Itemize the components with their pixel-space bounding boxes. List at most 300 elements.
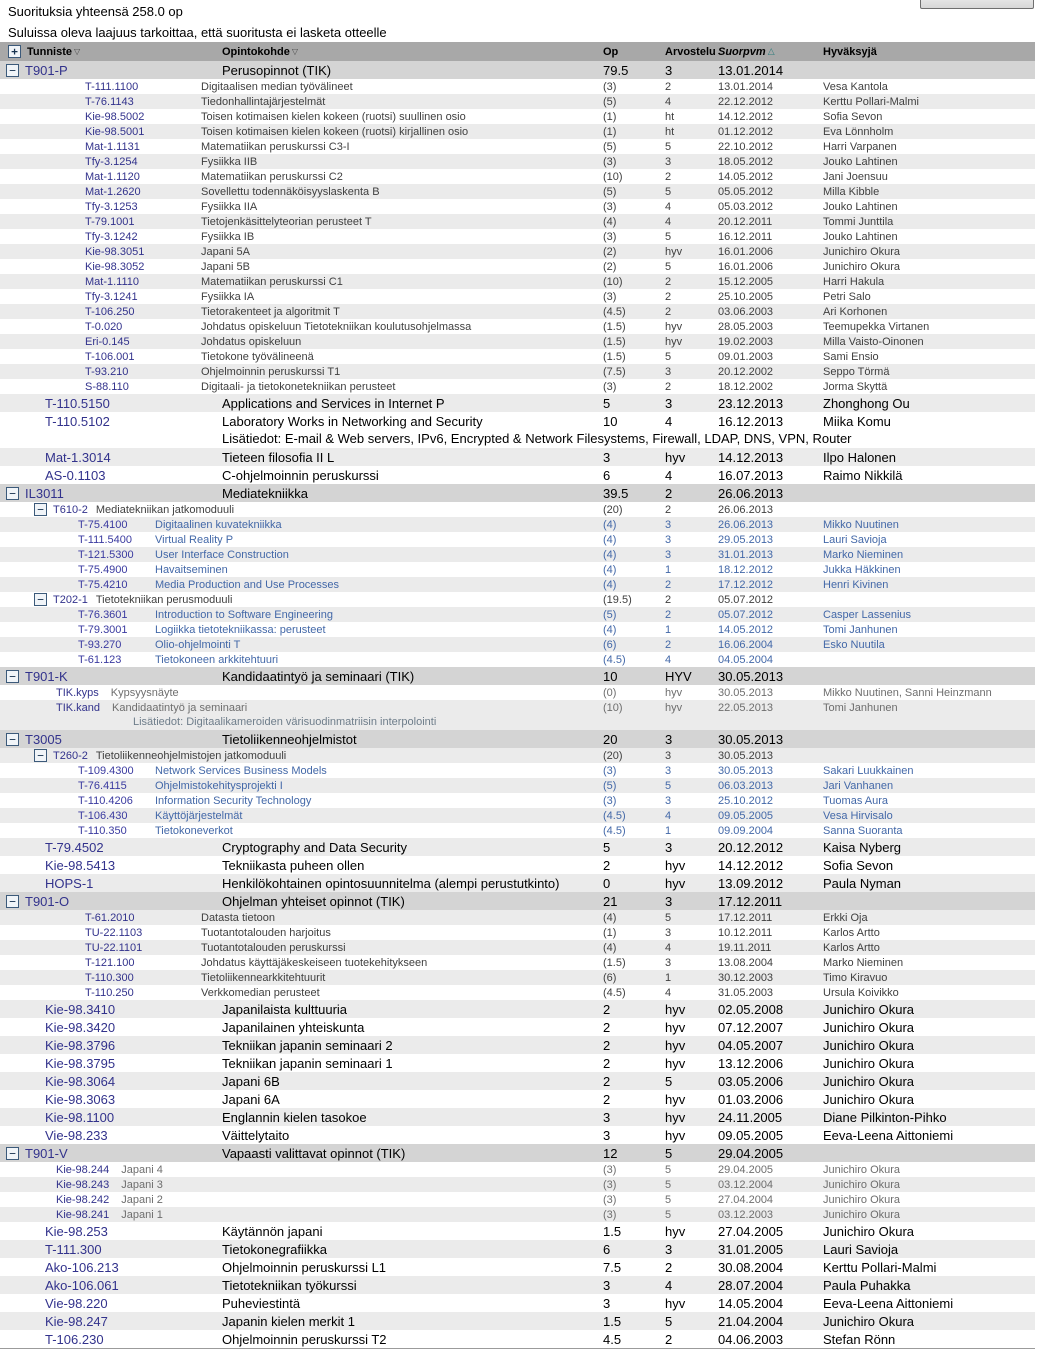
course-code-link[interactable]: T-106.001 <box>85 350 135 363</box>
completion-date: 28.07.2004 <box>718 1277 784 1293</box>
op-credits: (5) <box>603 779 617 792</box>
table-row <box>0 700 1035 715</box>
approver: Junichiro Okura <box>823 260 901 273</box>
approver: Junichiro Okura <box>823 245 901 258</box>
course-code-link[interactable]: Kie-98.243 <box>56 1178 110 1191</box>
course-code-link[interactable]: Kie-98.3063 <box>45 1091 116 1107</box>
course-code-link[interactable]: T610-2 <box>53 503 88 516</box>
column-header-suorpvm[interactable]: Suorpvm △ <box>718 45 775 58</box>
course-title: Japani 5B <box>201 260 250 273</box>
course-title: Digitaalisen median työvälineet <box>201 80 353 93</box>
course-code-link[interactable]: T901-V <box>25 1145 68 1161</box>
course-title: Johdatus opiskeluun <box>201 335 302 348</box>
op-credits: (3) <box>603 200 617 213</box>
course-title: Käyttöjärjestelmät <box>155 809 243 822</box>
course-title: Tietorakenteet ja algoritmit T <box>201 305 340 318</box>
op-credits: 1.5 <box>603 1223 622 1239</box>
table-row <box>0 274 1035 289</box>
identifier-cell <box>0 1278 603 1293</box>
table-row <box>0 502 1035 517</box>
course-code-slot <box>25 1146 222 1161</box>
op-credits: 6 <box>603 1241 611 1257</box>
completion-date: 05.05.2012 <box>718 185 774 198</box>
approver: Teemupekka Virtanen <box>823 320 930 333</box>
completion-date: 31.05.2003 <box>718 986 774 999</box>
course-code-link[interactable]: Mat-1.3014 <box>45 449 111 465</box>
identifier-cell <box>0 858 603 873</box>
course-code-link[interactable]: Kie-98.3051 <box>85 245 145 258</box>
column-header-op[interactable]: Op <box>603 45 619 58</box>
identifier-cell <box>0 780 603 792</box>
course-title: Käytännön japani <box>222 1223 323 1239</box>
approver: Vesa Hirvisalo <box>823 809 893 822</box>
grade: hyv <box>665 449 686 465</box>
expand-all-icon[interactable]: + <box>8 45 21 58</box>
course-code-link[interactable]: S-88.110 <box>85 380 129 393</box>
op-credits: (3) <box>603 155 617 168</box>
course-code-link[interactable]: Tfy-3.1254 <box>85 155 138 168</box>
course-code-link[interactable]: T901-K <box>25 668 68 684</box>
op-credits: 3 <box>603 449 611 465</box>
approver: Tomi Janhunen <box>823 623 898 636</box>
approver: Junichiro Okura <box>823 1037 915 1053</box>
collapse-icon[interactable]: − <box>34 503 47 516</box>
course-code-link[interactable]: Vie-98.220 <box>45 1295 108 1311</box>
table-row <box>0 955 1035 970</box>
op-credits: 4.5 <box>603 1331 622 1347</box>
table-row <box>0 940 1035 955</box>
grade: 5 <box>665 1073 673 1089</box>
op-credits: 0 <box>603 875 611 891</box>
course-code-link[interactable]: T-106.430 <box>78 809 128 822</box>
course-code-slot <box>85 156 201 168</box>
collapse-icon[interactable]: − <box>6 895 19 908</box>
completion-date: 18.05.2012 <box>718 155 774 168</box>
identifier-cell <box>0 468 603 483</box>
course-code-link[interactable]: Ako-106.061 <box>45 1277 119 1293</box>
sort-ascending-icon[interactable]: △ <box>767 46 775 56</box>
course-code-link[interactable]: T-76.4115 <box>78 779 127 792</box>
op-credits: (1.5) <box>603 956 626 969</box>
course-code-link[interactable]: Mat-1.1120 <box>85 170 140 183</box>
identifier-cell <box>0 414 603 429</box>
completion-date: 24.11.2005 <box>718 1109 783 1125</box>
identifier-cell <box>0 593 603 606</box>
approver: Junichiro Okura <box>823 1055 915 1071</box>
grade: 3 <box>665 62 673 78</box>
op-credits: (1) <box>603 926 617 939</box>
course-code-link[interactable]: Kie-98.3796 <box>45 1037 116 1053</box>
identifier-cell <box>0 702 603 714</box>
course-title: Henkilökohtainen opintosuunnitelma (alempi perustutkinto) <box>222 875 560 891</box>
identifier-cell <box>0 306 603 318</box>
op-credits: (10) <box>603 701 623 714</box>
grade: 3 <box>665 395 673 411</box>
course-code-link[interactable]: AS-0.1103 <box>45 467 106 483</box>
course-title: Ohjelmoinnin peruskurssi T2 <box>222 1331 387 1347</box>
collapse-icon[interactable]: − <box>34 593 47 606</box>
course-code-link[interactable]: TIK.kand <box>56 701 101 714</box>
course-code-link[interactable]: Kie-98.242 <box>56 1193 110 1206</box>
grade: 5 <box>665 1313 673 1329</box>
table-row <box>0 1054 1035 1072</box>
completion-date: 20.12.2011 <box>718 215 773 228</box>
collapse-icon[interactable]: − <box>34 749 47 762</box>
collapse-icon[interactable]: − <box>6 64 19 77</box>
course-code-link[interactable]: T-75.4210 <box>78 578 128 591</box>
course-code-link[interactable]: T-111.300 <box>45 1241 102 1257</box>
table-row <box>0 1330 1035 1348</box>
approver: Harri Hakula <box>823 275 885 288</box>
op-credits: (1.5) <box>603 350 626 363</box>
course-title: Havaitseminen <box>155 563 228 576</box>
course-code-link[interactable]: Kie-98.1100 <box>45 1109 115 1125</box>
op-credits: (4.5) <box>603 986 626 999</box>
course-code-link[interactable]: Kie-98.244 <box>56 1163 110 1176</box>
course-code-link[interactable]: Mat-1.1131 <box>85 140 140 153</box>
course-code-link[interactable]: T-110.250 <box>85 986 134 999</box>
grade: hyv <box>665 686 683 699</box>
course-code-link[interactable]: T-93.270 <box>78 638 122 651</box>
course-code-slot <box>45 1092 222 1107</box>
course-code-link[interactable]: T-109.4300 <box>78 764 134 777</box>
op-credits: (5) <box>603 140 617 153</box>
table-row <box>0 1144 1035 1162</box>
course-code-link[interactable]: T-110.4206 <box>78 794 133 807</box>
course-code-link[interactable]: TIK.kyps <box>56 686 99 699</box>
course-code-link[interactable]: Kie-98.3420 <box>45 1019 116 1035</box>
clipped-button[interactable] <box>920 0 1034 9</box>
course-title: Tuotantotalouden harjoitus <box>201 926 331 939</box>
identifier-cell <box>0 687 603 699</box>
identifier-cell <box>0 1164 603 1176</box>
grade: hyv <box>665 245 683 258</box>
course-code-link[interactable]: TU-22.1103 <box>85 926 143 939</box>
identifier-cell <box>0 639 603 651</box>
course-code-link[interactable]: Kie-98.247 <box>45 1313 108 1329</box>
op-credits: (0) <box>603 686 617 699</box>
course-code-link[interactable]: Kie-98.5001 <box>85 125 145 138</box>
table-row <box>0 484 1035 502</box>
course-code-link[interactable]: Kie-98.3410 <box>45 1001 116 1017</box>
course-code-link[interactable]: Vie-98.233 <box>45 1127 108 1143</box>
course-code-link[interactable]: Kie-98.253 <box>45 1223 108 1239</box>
approver: Junichiro Okura <box>823 1001 915 1017</box>
course-code-link[interactable]: Kie-98.5002 <box>85 110 145 123</box>
op-credits: (3) <box>603 80 617 93</box>
identifier-cell <box>0 186 603 198</box>
course-title: Kypsyysnäyte <box>110 686 179 699</box>
approver: Miika Komu <box>823 413 891 429</box>
course-title: Johdatus opiskeluun Tietotekniikan koulutusohjelmassa <box>201 320 472 333</box>
completion-date: 16.01.2006 <box>718 260 774 273</box>
course-code-link[interactable]: Mat-1.1110 <box>85 275 140 288</box>
course-code-link[interactable]: T-75.4100 <box>78 518 128 531</box>
identifier-cell <box>0 669 603 684</box>
identifier-cell <box>0 749 603 762</box>
course-code-slot <box>45 1332 222 1347</box>
table-row <box>0 109 1035 124</box>
op-credits: 3 <box>603 1127 611 1143</box>
course-code-link[interactable]: T202-1 <box>53 593 88 606</box>
course-code-link[interactable]: T-106.230 <box>45 1331 104 1347</box>
course-code-link[interactable]: T-75.4900 <box>78 563 128 576</box>
table-row <box>0 448 1035 466</box>
course-code-link[interactable]: T-106.250 <box>85 305 135 318</box>
course-code-link[interactable]: T-79.3001 <box>78 623 128 636</box>
course-code-link[interactable]: Mat-1.2620 <box>85 185 141 198</box>
identifier-cell <box>0 81 603 93</box>
identifier-cell <box>0 927 603 939</box>
identifier-cell <box>0 957 603 969</box>
op-credits: (10) <box>603 275 623 288</box>
completion-date: 30.05.2013 <box>718 731 784 747</box>
course-code-link[interactable]: T-93.210 <box>85 365 129 378</box>
op-credits: (1) <box>603 125 617 138</box>
course-code-slot <box>53 750 88 762</box>
completion-date: 14.05.2004 <box>718 1295 784 1311</box>
grade: hyv <box>665 875 686 891</box>
course-code-link[interactable]: T260-2 <box>53 749 88 762</box>
completion-date: 01.03.2006 <box>718 1091 784 1107</box>
identifier-cell <box>0 141 603 153</box>
course-title: Tekniikan japanin seminaari 2 <box>222 1037 393 1053</box>
approver: Junichiro Okura <box>823 1178 901 1191</box>
course-code-slot <box>78 654 155 666</box>
identifier-cell <box>0 534 603 546</box>
grade: 4 <box>665 467 673 483</box>
identifier-cell <box>0 503 603 516</box>
identifier-cell <box>0 381 603 393</box>
course-code-slot <box>45 468 222 483</box>
course-code-link[interactable]: T-76.3601 <box>78 608 128 621</box>
course-code-link[interactable]: T-110.300 <box>85 971 134 984</box>
course-code-link[interactable]: T901-P <box>25 62 68 78</box>
course-code-slot <box>85 171 201 183</box>
identifier-cell <box>0 549 603 561</box>
course-code-link[interactable]: TU-22.1101 <box>85 941 143 954</box>
course-code-slot <box>78 549 155 561</box>
course-title: Tekniikan japanin seminaari 1 <box>222 1055 393 1071</box>
op-credits: 3 <box>603 1109 611 1125</box>
course-code-link[interactable]: T-121.5300 <box>78 548 134 561</box>
table-row <box>0 79 1035 94</box>
course-code-slot <box>85 81 201 93</box>
course-code-slot <box>78 534 155 546</box>
completion-date: 13.09.2012 <box>718 875 784 891</box>
completion-date: 21.04.2004 <box>718 1313 784 1329</box>
table-row <box>0 838 1035 856</box>
completion-date: 10.12.2011 <box>718 926 773 939</box>
course-code-link[interactable]: T-111.5400 <box>78 533 133 546</box>
course-title: Japani 6B <box>222 1073 280 1089</box>
op-credits: 2 <box>603 1055 611 1071</box>
course-code-link[interactable]: T-0.020 <box>85 320 123 333</box>
course-code-link[interactable]: T-61.123 <box>78 653 122 666</box>
column-header-tunniste[interactable]: Tunniste ▽ <box>27 45 81 58</box>
completion-date: 26.06.2013 <box>718 485 784 501</box>
grade: 5 <box>665 911 672 924</box>
course-code-link[interactable]: IL3011 <box>25 485 64 501</box>
course-code-link[interactable]: HOPS-1 <box>45 875 94 891</box>
completion-date: 17.12.2011 <box>718 911 773 924</box>
table-row <box>0 667 1035 685</box>
course-code-slot <box>85 216 201 228</box>
grade: hyv <box>665 857 686 873</box>
table-row <box>0 856 1035 874</box>
course-title: Tieteen filosofia II L <box>222 449 335 465</box>
course-code-link[interactable]: Eri-0.145 <box>85 335 130 348</box>
op-credits: 3 <box>603 1295 611 1311</box>
collapse-icon[interactable]: − <box>6 1147 19 1160</box>
course-code-link[interactable]: T-110.5150 <box>45 395 110 411</box>
course-code-slot <box>45 1110 222 1125</box>
course-title: Olio-ohjelmointi T <box>155 638 241 651</box>
course-code-link[interactable]: T-79.1001 <box>85 215 135 228</box>
completion-date: 17.12.2011 <box>718 893 783 909</box>
course-code-slot <box>45 396 222 411</box>
course-code-link[interactable]: Tfy-3.1253 <box>85 200 138 213</box>
op-credits: (2) <box>603 245 617 258</box>
collapse-icon[interactable]: − <box>6 670 19 683</box>
completion-date: 05.03.2012 <box>718 200 774 213</box>
column-header-opintokohde[interactable]: Opintokohde ▽ <box>222 45 298 58</box>
course-code-link[interactable]: T901-O <box>25 893 70 909</box>
grade: 2 <box>665 305 672 318</box>
op-credits: (7.5) <box>603 365 626 378</box>
completion-date: 26.06.2013 <box>718 518 774 531</box>
table-row <box>0 259 1035 274</box>
course-code-slot <box>53 594 88 606</box>
course-code-slot <box>85 306 201 318</box>
table-row <box>0 808 1035 823</box>
approver: Lauri Savioja <box>823 1241 899 1257</box>
identifier-cell <box>0 519 603 531</box>
column-header-hyvaksyja[interactable]: Hyväksyjä <box>823 45 877 58</box>
course-code-link[interactable]: T-121.100 <box>85 956 135 969</box>
identifier-cell <box>0 972 603 984</box>
course-code-link[interactable]: Kie-98.3064 <box>45 1073 116 1089</box>
course-code-link[interactable]: T-110.5102 <box>45 413 110 429</box>
course-code-link[interactable]: Tfy-3.1241 <box>85 290 138 303</box>
course-code-slot <box>85 141 201 153</box>
course-code-link[interactable]: T-76.1143 <box>85 95 134 108</box>
course-title: Tuotantotalouden peruskurssi <box>201 941 346 954</box>
grade: 3 <box>665 749 672 762</box>
grade: 3 <box>665 839 673 855</box>
identifier-cell <box>0 765 603 777</box>
grade: hyv <box>665 1223 686 1239</box>
grade: 2 <box>665 170 672 183</box>
identifier-cell <box>0 1194 603 1206</box>
course-title: Sovellettu todennäköisyyslaskenta B <box>201 185 380 198</box>
table-row <box>0 304 1035 319</box>
course-code-link[interactable]: T-61.2010 <box>85 911 135 924</box>
table-row <box>0 763 1035 778</box>
course-code-slot <box>25 669 222 684</box>
table-row <box>0 169 1035 184</box>
collapse-icon[interactable]: − <box>6 487 19 500</box>
completion-date: 19.02.2003 <box>718 335 774 348</box>
op-credits: (4) <box>603 941 617 954</box>
grade: hyv <box>665 1001 686 1017</box>
grade: 3 <box>665 893 673 909</box>
completion-date: 22.05.2013 <box>718 701 774 714</box>
table-row <box>0 379 1035 394</box>
course-title: Mediatekniikan jatkomoduuli <box>95 503 235 516</box>
course-code-slot <box>85 912 201 924</box>
table-row <box>0 319 1035 334</box>
course-code-link[interactable]: Tfy-3.1242 <box>85 230 138 243</box>
filter-icon-tunniste[interactable]: ▽ <box>74 46 81 56</box>
grade: 1 <box>665 623 672 636</box>
identifier-cell <box>0 1110 603 1125</box>
course-code-link[interactable]: Kie-98.5413 <box>45 857 116 873</box>
identifier-cell <box>0 987 603 999</box>
grade: 1 <box>665 971 672 984</box>
grade: hyv <box>665 1091 686 1107</box>
identifier-cell <box>0 624 603 636</box>
op-credits: (3) <box>603 290 617 303</box>
identifier-cell <box>0 63 603 78</box>
course-code-slot <box>85 321 201 333</box>
identifier-cell <box>0 1242 603 1257</box>
course-title: Tietoliikennearkkitehtuurit <box>201 971 326 984</box>
course-code-link[interactable]: T-111.1100 <box>85 80 139 93</box>
course-code-link[interactable]: T3005 <box>25 731 62 747</box>
op-credits: (3) <box>603 230 617 243</box>
additional-info-text: Lisätiedot: E-mail & Web servers, IPv6, Encrypted & Network Filesystems, Firewall, LDAP, DNS, VPN, Router <box>222 431 852 446</box>
collapse-icon[interactable]: − <box>6 733 19 746</box>
course-code-link[interactable]: T-79.4502 <box>45 839 104 855</box>
course-code-slot <box>85 972 201 984</box>
filter-icon-opintokohde[interactable]: ▽ <box>291 46 298 56</box>
grade: 2 <box>665 80 672 93</box>
identifier-cell <box>0 654 603 666</box>
additional-info-text: Lisätiedot: Digitaalikameroiden värisuodinmatriisin interpolointi <box>133 716 437 728</box>
op-credits: (1.5) <box>603 320 626 333</box>
course-code-link[interactable]: Kie-98.3795 <box>45 1055 116 1071</box>
approver: Milla Kibble <box>823 185 880 198</box>
approver: Esko Nuutila <box>823 638 885 651</box>
course-code-link[interactable]: Kie-98.241 <box>56 1208 110 1221</box>
course-code-link[interactable]: Ako-106.213 <box>45 1259 119 1275</box>
course-code-slot <box>85 111 201 123</box>
grade: hyv <box>665 1055 686 1071</box>
op-credits: 21 <box>603 893 618 909</box>
table-row <box>0 925 1035 940</box>
course-code-slot <box>45 1314 222 1329</box>
completion-date: 25.10.2012 <box>718 794 774 807</box>
column-header-arvostelu[interactable]: Arvostelu <box>665 45 716 58</box>
approver: Kerttu Pollari-Malmi <box>823 95 919 108</box>
completion-date: 02.05.2008 <box>718 1001 784 1017</box>
identifier-cell <box>0 825 603 837</box>
identifier-cell <box>0 321 603 333</box>
course-code-slot <box>45 1020 222 1035</box>
completion-date: 20.12.2002 <box>718 365 774 378</box>
identifier-cell <box>0 579 603 591</box>
op-credits: 20 <box>603 731 618 747</box>
table-row <box>0 1072 1035 1090</box>
course-code-slot <box>85 126 201 138</box>
course-code-slot <box>45 1038 222 1053</box>
table-row <box>0 1090 1035 1108</box>
course-code-link[interactable]: Kie-98.3052 <box>85 260 145 273</box>
table-row <box>0 139 1035 154</box>
course-title: Network Services Business Models <box>155 764 327 777</box>
course-code-link[interactable]: T-110.350 <box>78 824 127 837</box>
